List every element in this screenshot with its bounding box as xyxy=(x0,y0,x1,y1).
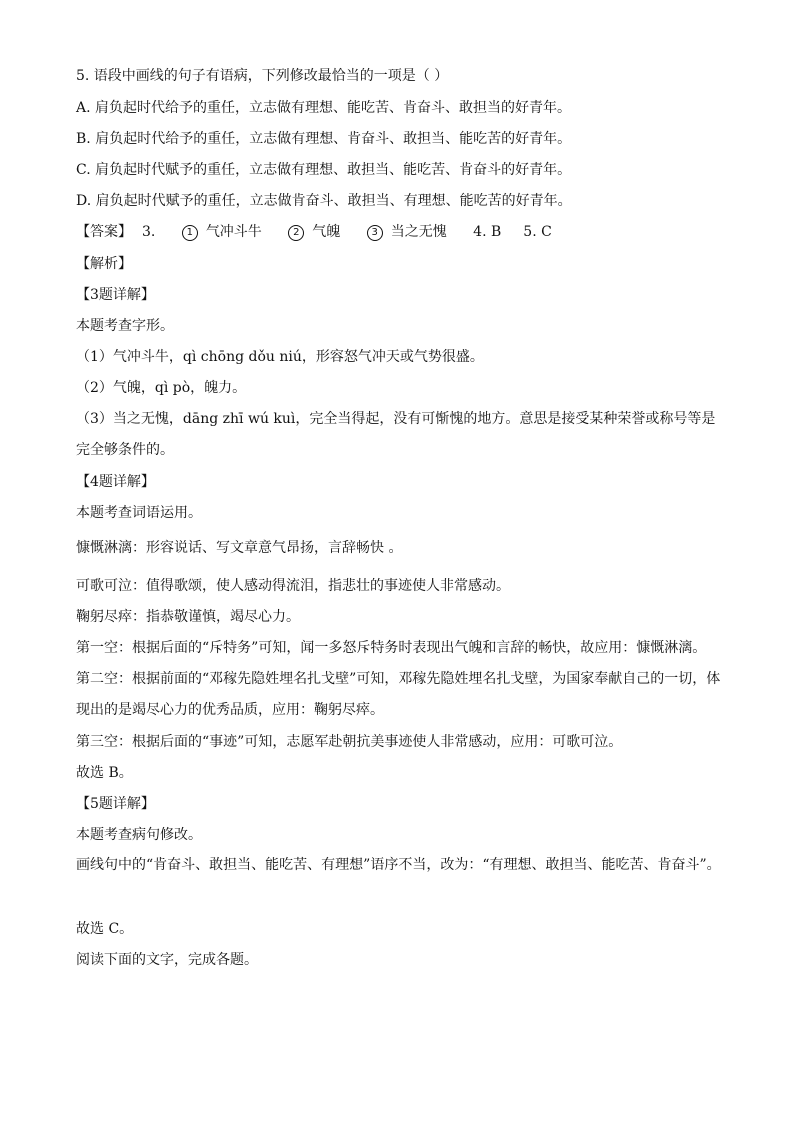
q4-def-2: 可歌可泣：值得歌颂，使人感动得流泪，指悲壮的事迹使人非常感动。 xyxy=(76,578,510,594)
circled-number-2: 2 xyxy=(288,225,304,241)
answer-item-3 xyxy=(367,223,447,241)
q3-intro: 本题考查字形。 xyxy=(76,318,174,334)
answer-item-text: 当之无愧 xyxy=(390,224,447,240)
next-instruction: 阅读下面的文字，完成各题。 xyxy=(76,952,258,968)
q4-def-1: 慷慨淋漓：形容说话、写文章意气昂扬，言辞畅快 。 xyxy=(76,540,403,556)
answer-line xyxy=(76,223,726,241)
q4-blank-2: 第二空：根据前面的“邓稼先隐姓埋名扎戈壁”可知，邓稼先隐姓埋名扎戈壁，为国家奉献自己的一切，体现出的是竭尽心力的优秀品质，应用：鞠躬尽瘁。 xyxy=(76,671,721,718)
answer-item-text: 气魄 xyxy=(312,224,341,240)
answer-item-1 xyxy=(182,223,262,241)
answer-q4: 4. B xyxy=(473,224,502,240)
q5-option-d: D. 肩负起时代赋予的重任，立志做肯奋斗、敢担当、有理想、能吃苦的好青年。 xyxy=(76,193,572,209)
q4-blank-3: 第三空：根据后面的“事迹”可知，志愿军赴朝抗美事迹使人非常感动，应用：可歌可泣。 xyxy=(76,734,623,750)
q5-option-a: A. 肩负起时代给予的重任，立志做有理想、能吃苦、肯奋斗、敢担当的好青年。 xyxy=(76,100,572,116)
q3-heading: 【3题详解】 xyxy=(76,287,155,303)
answer-label: 【答案】 xyxy=(76,224,132,240)
answer-item-2 xyxy=(288,223,340,241)
q4-def-3: 鞠躬尽瘁：指恭敬谨慎，竭尽心力。 xyxy=(76,609,300,625)
analysis-label: 【解析】 xyxy=(76,256,132,272)
q5-explain: 画线句中的“肯奋斗、敢担当、能吃苦、有理想”语序不当，改为：“有理想、敢担当、能吃苦、肯奋斗”。 xyxy=(76,857,721,873)
answer-q5: 5. C xyxy=(523,224,552,240)
circled-number-3: 3 xyxy=(367,225,383,241)
q5-heading: 【5题详解】 xyxy=(76,796,155,812)
q4-heading: 【4题详解】 xyxy=(76,474,155,490)
answer-item-text: 气冲斗牛 xyxy=(205,224,262,240)
q4-conclusion: 故选 B。 xyxy=(76,765,133,781)
q4-intro: 本题考查词语运用。 xyxy=(76,505,202,521)
q5-conclusion: 故选 C。 xyxy=(76,921,134,937)
q3-item-1: （1）气冲斗牛，qì chōng dǒu niú，形容怒气冲天或气势很盛。 xyxy=(76,349,484,365)
q3-item-2: （2）气魄，qì pò，魄力。 xyxy=(76,380,247,396)
q5-option-b: B. 肩负起时代给予的重任，立志做有理想、肯奋斗、敢担当、能吃苦的好青年。 xyxy=(76,131,572,147)
circled-number-1: 1 xyxy=(182,225,198,241)
q4-blank-1: 第一空：根据后面的“斥特务”可知，闻一多怒斥特务时表现出气魄和言辞的畅快，故应用：慷慨淋漓。 xyxy=(76,640,707,656)
answer-q3-number: 3. xyxy=(142,224,156,240)
q3-item-3: （3）当之无愧，dāng zhī wú kuì，完全当得起，没有可惭愧的地方。意思是接受某种荣誉或称号等是完全够条件的。 xyxy=(76,411,716,458)
q5-option-c: C. 肩负起时代赋予的重任，立志做有理想、敢担当、能吃苦、肯奋斗的好青年。 xyxy=(76,162,572,178)
q5-stem: 5. 语段中画线的句子有语病，下列修改最恰当的一项是（ ） xyxy=(76,68,449,84)
q5-intro: 本题考查病句修改。 xyxy=(76,827,202,843)
